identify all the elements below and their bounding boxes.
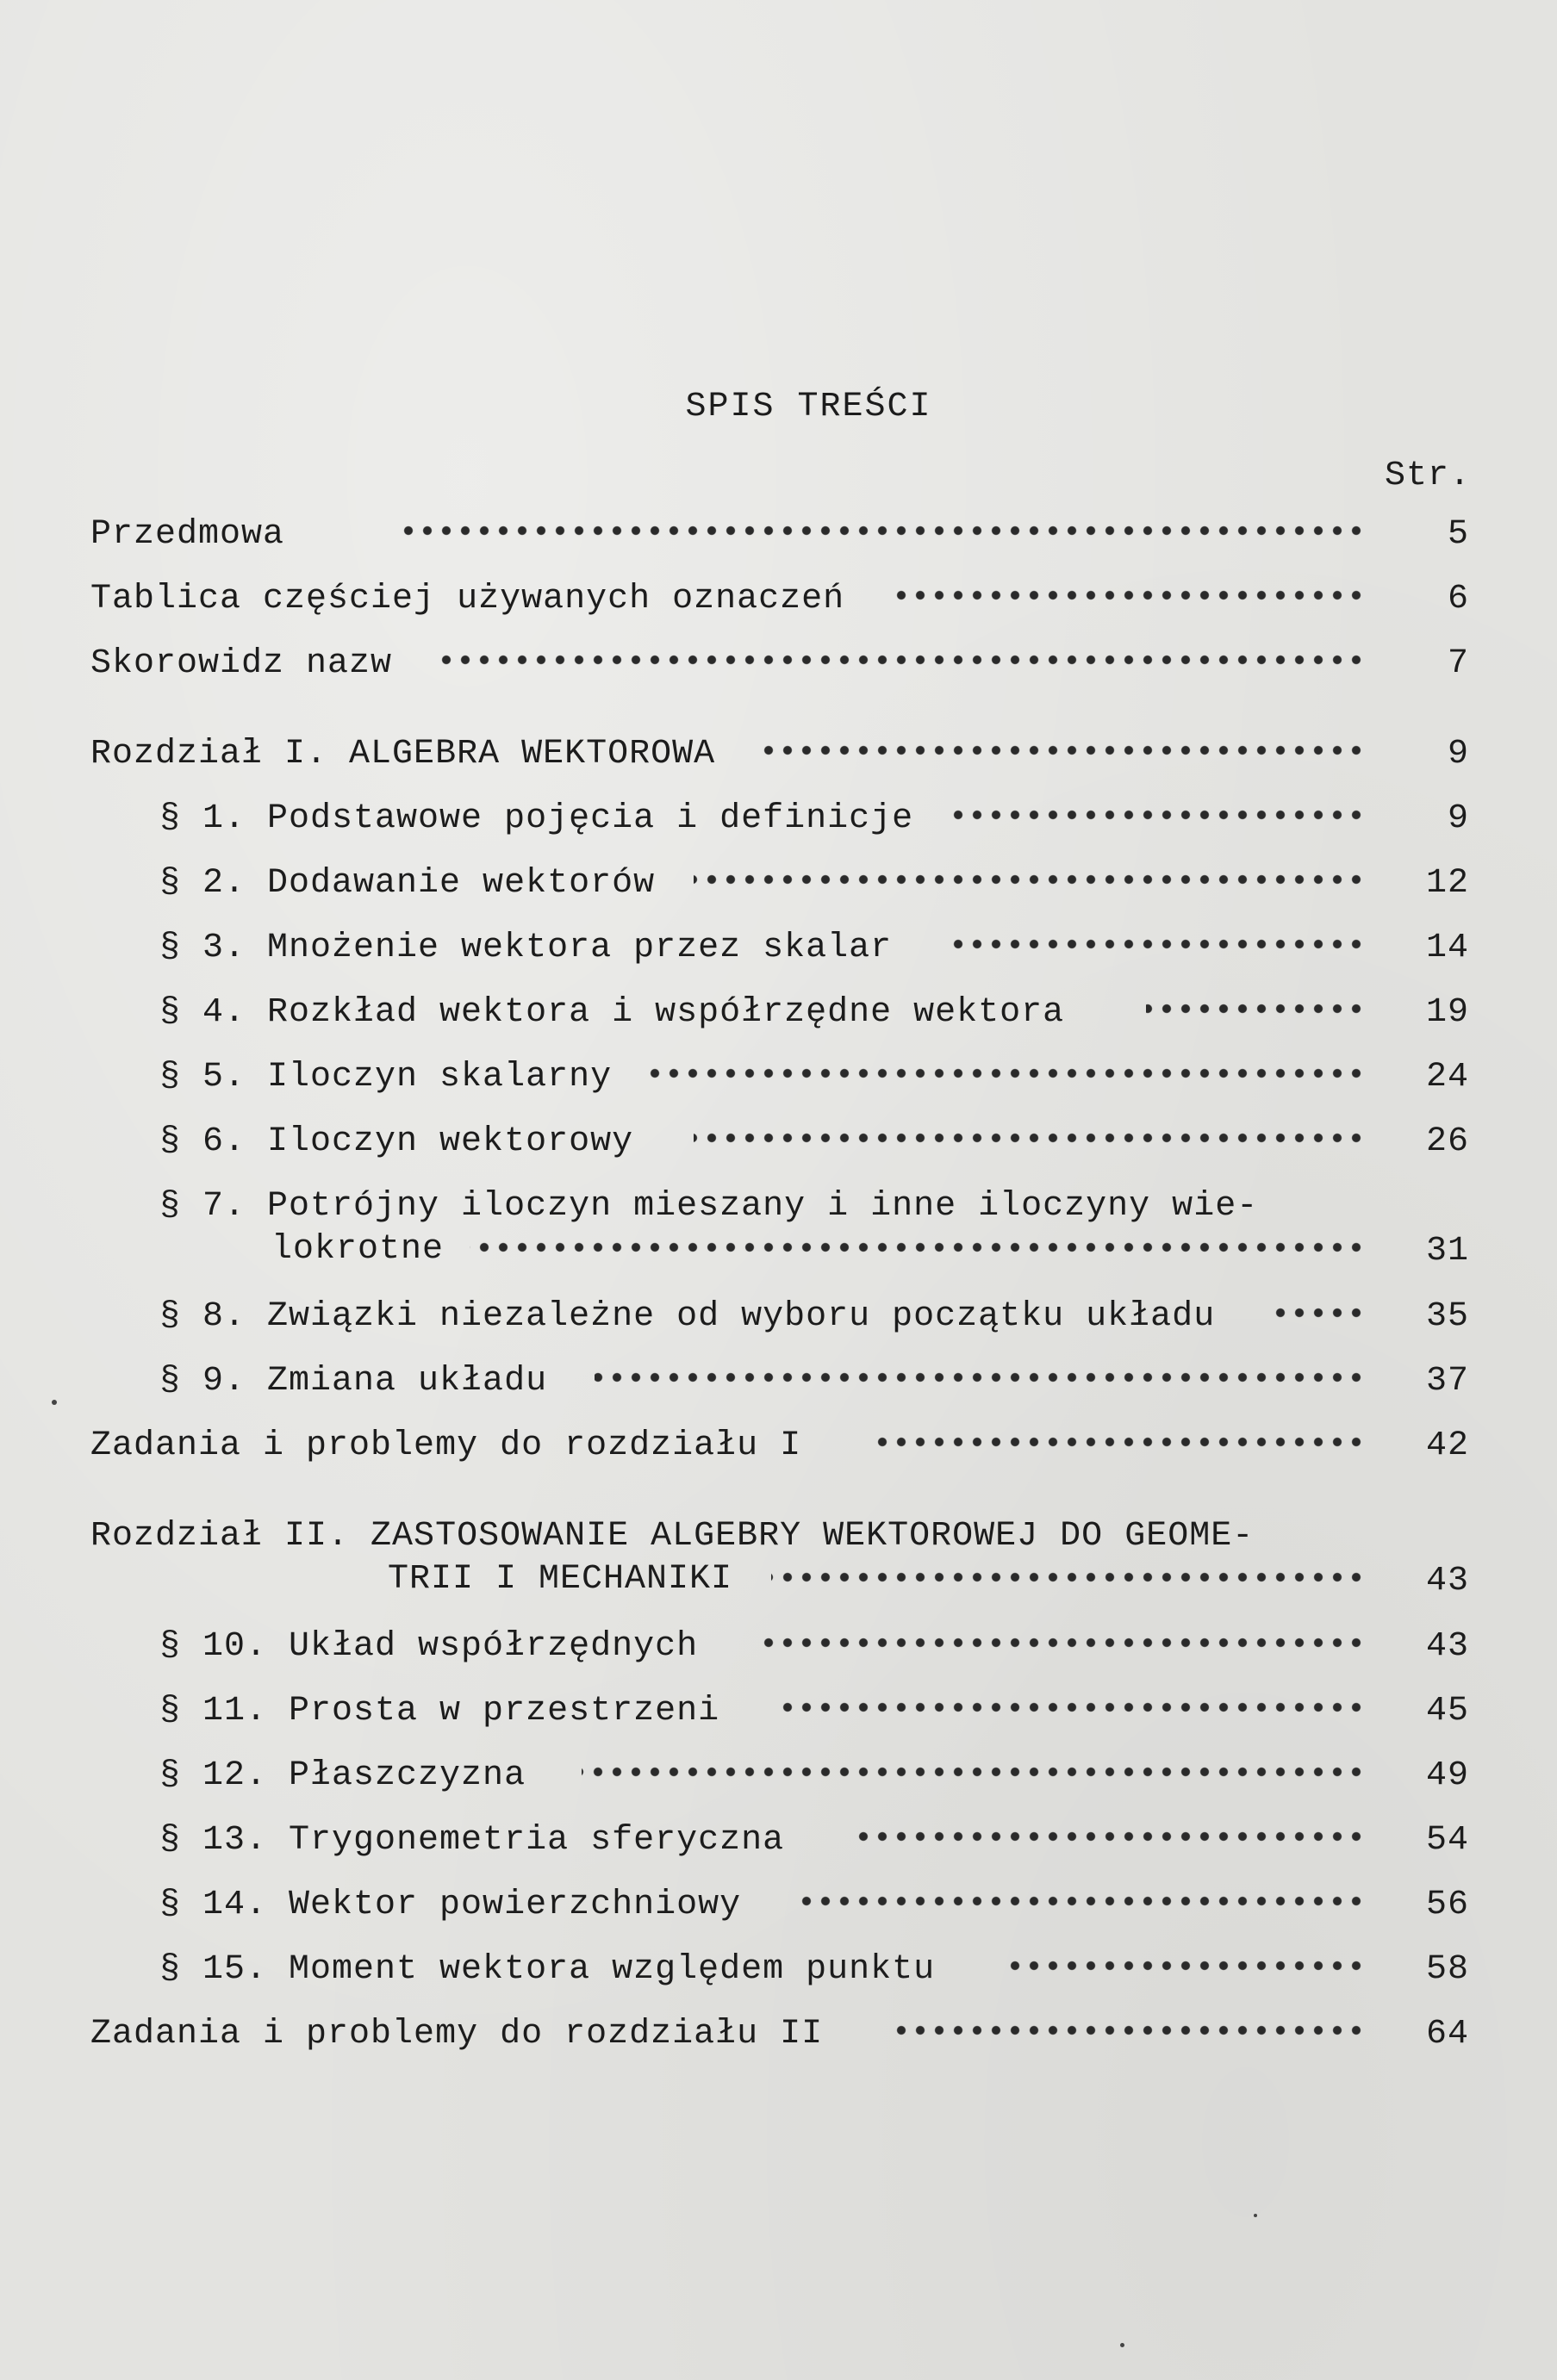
toc-entry-section-14 [90, 1879, 1469, 1943]
toc-entry-page: 19 [1425, 993, 1469, 1032]
toc-entry-label: Tablica częściej używanych oznaczeń [90, 580, 845, 618]
toc-entry-page: 26 [1425, 1122, 1469, 1161]
toc-entry-section-1 [90, 792, 1469, 857]
toc-entry-section-12 [90, 1749, 1469, 1814]
dot-leader [857, 1828, 1366, 1845]
toc-entry-page: 24 [1425, 1058, 1469, 1097]
toc-entry-skorowidz [90, 637, 1469, 702]
toc-entry-label: § 10. Układ współrzędnych [159, 1627, 699, 1666]
toc-entry-label-continued: lokrotne [271, 1230, 445, 1269]
toc-entry-page: 43 [1425, 1562, 1469, 1600]
toc-entry-page: 35 [1425, 1297, 1469, 1336]
dot-leader [887, 587, 1366, 604]
toc-entry-page: 58 [1425, 1950, 1469, 1989]
toc-entry-section-15 [90, 1943, 1469, 2008]
dot-leader [1146, 1000, 1366, 1017]
toc-entry-page: 64 [1425, 2015, 1469, 2054]
toc-entry-section-4 [90, 986, 1469, 1051]
toc-entry-section-3 [90, 922, 1469, 986]
toc-entry-label: § 7. Potrójny iloczyn mieszany i inne iloczyny wie- [159, 1187, 1259, 1226]
toc-entry-label: § 14. Wektor powierzchniowy [159, 1886, 742, 1924]
dot-leader [763, 742, 1366, 759]
toc-entry-label: Przedmowa [90, 515, 285, 554]
toc-entry-page: 49 [1425, 1756, 1469, 1795]
toc-entry-label: § 4. Rozkład wektora i współrzędne wektora [159, 993, 1065, 1032]
toc-entry-page: 7 [1447, 644, 1469, 683]
dot-leader [875, 1433, 1366, 1451]
toc-entry-page: 9 [1447, 799, 1469, 838]
toc-entry-page: 37 [1425, 1362, 1469, 1401]
toc-entry-label: Skorowidz nazw [90, 644, 393, 683]
toc-entry-label: Rozdział II. ZASTOSOWANIE ALGEBRY WEKTOROWEJ DO GEOME- [90, 1517, 1255, 1556]
toc-entry-section-6 [90, 1115, 1469, 1180]
toc-entry-section-13 [90, 1814, 1469, 1879]
toc-entry-page: 42 [1425, 1426, 1469, 1465]
toc-entry-label: § 5. Iloczyn skalarny [159, 1058, 613, 1097]
toc-entry-page: 12 [1425, 864, 1469, 903]
toc-entry-label: § 8. Związki niezależne od wyboru początku układu [159, 1297, 1216, 1336]
scan-speck [52, 1400, 57, 1405]
toc-entry-page: 6 [1447, 580, 1469, 618]
toc-entry-label: § 15. Moment wektora względem punktu [159, 1950, 936, 1989]
toc-entry-label: § 1. Podstawowe pojęcia i definicje [159, 799, 914, 838]
toc-entry-przedmowa [90, 508, 1469, 573]
toc-entry-label: § 6. Iloczyn wektorowy [159, 1122, 634, 1161]
dot-leader [1271, 1304, 1366, 1321]
toc-entry-label: Zadania i problemy do rozdziału I [90, 1426, 802, 1465]
page-column-header: Str. [1384, 457, 1471, 495]
dot-leader [470, 1239, 1366, 1256]
toc-entry-section-8 [90, 1290, 1469, 1355]
toc-entry-chapter-1 [90, 728, 1469, 792]
toc-entry-label: § 12. Płaszczyzna [159, 1756, 526, 1795]
dot-leader [758, 1634, 1366, 1651]
toc-entry-problems-2 [90, 2008, 1469, 2072]
dot-leader [892, 2022, 1366, 2039]
toc-entry-page: 54 [1425, 1821, 1469, 1860]
toc-entry-page: 14 [1425, 929, 1469, 967]
scan-speck [1120, 2343, 1124, 2347]
toc-entry-section-11 [90, 1685, 1469, 1749]
toc-entry-label: § 11. Prosta w przestrzeni [159, 1692, 720, 1731]
toc-entry-problems-1 [90, 1420, 1469, 1484]
toc-entry-label: § 13. Trygonemetria sferyczna [159, 1821, 785, 1860]
toc-entry-page: 43 [1425, 1627, 1469, 1666]
dot-leader [952, 935, 1366, 953]
toc-entry-section-9 [90, 1355, 1469, 1420]
toc-entry-label: § 2. Dodawanie wektorów [159, 864, 656, 903]
scan-speck [1254, 2214, 1257, 2217]
dot-leader [801, 1892, 1366, 1910]
dot-leader [694, 871, 1366, 888]
toc-entry-page: 9 [1447, 735, 1469, 774]
dot-leader [642, 1065, 1366, 1082]
page-title: SPIS TREŚCI [685, 388, 932, 426]
toc-entry-page: 56 [1425, 1886, 1469, 1924]
toc-entry-label: Zadania i problemy do rozdziału II [90, 2015, 824, 2054]
toc-entry-page: 5 [1447, 515, 1469, 554]
toc-entry-section-10 [90, 1620, 1469, 1685]
dot-leader [435, 651, 1366, 668]
dot-leader [694, 1129, 1366, 1147]
toc-entry-page: 31 [1425, 1232, 1469, 1271]
toc-entry-label: § 3. Mnożenie wektora przez skalar [159, 929, 893, 967]
dot-leader [582, 1763, 1366, 1780]
dot-leader [771, 1569, 1366, 1586]
toc-entry-label-continued: TRII I MECHANIKI [388, 1560, 733, 1599]
table-of-contents [90, 508, 1469, 2072]
dot-leader [780, 1699, 1366, 1716]
toc-entry-page: 45 [1425, 1692, 1469, 1731]
dot-leader [1008, 1957, 1366, 1974]
toc-entry-section-5 [90, 1051, 1469, 1115]
toc-entry-label: § 9. Zmiana układu [159, 1362, 548, 1401]
toc-entry-section-7 [90, 1180, 1469, 1290]
dot-leader [396, 522, 1366, 539]
toc-entry-section-2 [90, 857, 1469, 922]
dot-leader [595, 1369, 1366, 1386]
toc-entry-label: Rozdział I. ALGEBRA WEKTOROWA [90, 735, 716, 774]
toc-entry-tablica [90, 573, 1469, 637]
dot-leader [952, 806, 1366, 823]
toc-entry-chapter-2 [90, 1510, 1469, 1620]
